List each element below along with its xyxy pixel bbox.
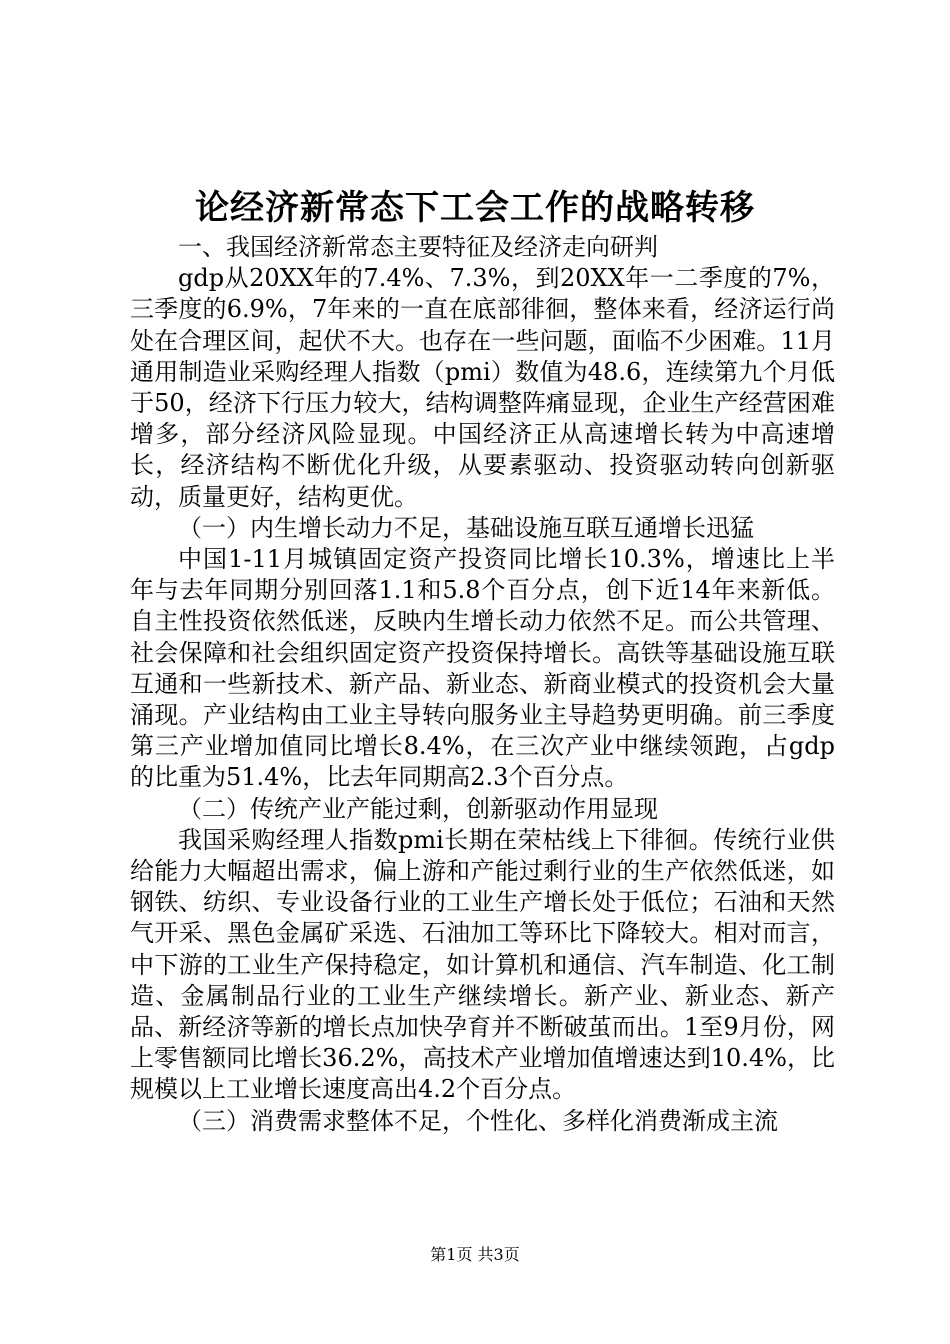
- body-paragraph: 我国采购经理人指数pmi长期在荣枯线上下徘徊。传统行业供给能力大幅超出需求，偏上游和产能过剩行业的生产依然低迷，如钢铁、纺织、专业设备行业的工业生产增长处于低位；石油和天然气开采、黑色金属矿采选、石油加工等环比下降较大。相对而言，中下游的工业生产保持稳定，如计算机和通信、汽车制造、化工制造、金属制品行业的工业生产继续增长。新产业、新业态、新产品、新经济等新的增长点加快孕育并不断破茧而出。1至9月份，网上零售额同比增长36.2%，高技术产业增加值增速达到10.4%，比规模以上工业增长速度高出4.2个百分点。: [130, 825, 835, 1104]
- section-heading: 一、我国经济新常态主要特征及经济走向研判: [178, 233, 658, 261]
- subsection-heading: （二）传统产业产能过剩，创新驱动作用显现: [178, 794, 658, 823]
- document-title: 论经济新常态下工会工作的战略转移: [195, 188, 755, 228]
- page-footer: 第1页 共3页: [430, 1245, 520, 1264]
- body-paragraph: 中国1-11月城镇固定资产投资同比增长10.3%，增速比上半年与去年同期分别回落1.1和5.8个百分点，创下近14年来新低。自主性投资依然低迷，反映内生增长动力依然不足。而公共管理、社会保障和社会组织固定资产投资保持增长。高铁等基础设施互联互通和一些新技术、新产品、新业态、新商业模式的投资机会大量涌现。产业结构由工业主导转向服务业主导趋势更明确。前三季度第三产业增加值同比增长8.4%，在三次产业中继续领跑，占gdp的比重为51.4%，比去年同期高2.3个百分点。: [130, 545, 835, 792]
- subsection-heading: （三）消费需求整体不足，个性化、多样化消费渐成主流: [178, 1106, 778, 1135]
- body-paragraph: gdp从20XX年的7.4%、7.3%，到20XX年一二季度的7%，三季度的6.9%，7年来的一直在底部徘徊，整体来看，经济运行尚处在合理区间，起伏不大。也存在一些问题，面临不少困难。11月通用制造业采购经理人指数（pmi）数值为48.6，连续第九个月低于50，经济下行压力较大，结构调整阵痛显现，企业生产经营困难增多，部分经济风险显现。中国经济正从高速增长转为中高速增长，经济结构不断优化升级，从要素驱动、投资驱动转向创新驱动，质量更好，结构更优。: [130, 264, 835, 511]
- document-body: [130, 232, 835, 1137]
- subsection-heading: （一）内生增长动力不足，基础设施互联互通增长迅猛: [178, 513, 754, 542]
